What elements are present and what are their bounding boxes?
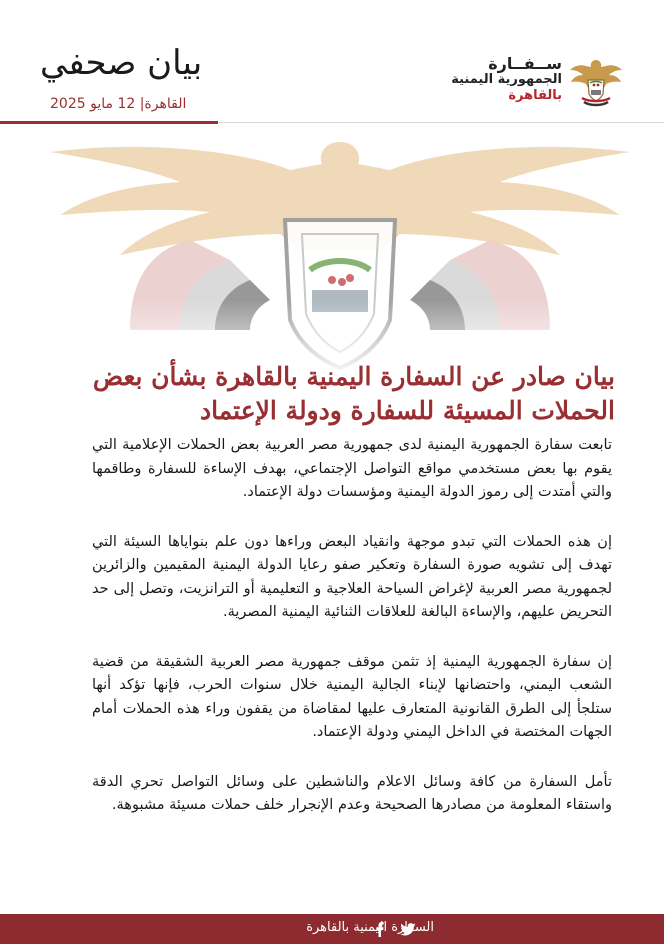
paragraph: تابعت سفارة الجمهورية اليمنية لدى جمهورية مصر العربية بعض الحملات الإعلامية التي يقوم بها بعض مستخدمي مواقع التواصل الإجتماعي، بهدف الإساءة للسفارة وطاقمها والتي أمتدت إلى رموز الدولة اليمنية ومؤسسات دولة الإعتماد.	[92, 437, 612, 500]
header-divider	[218, 122, 664, 123]
paragraph: إن سفارة الجمهورية اليمنية إذ تثمن موقف جمهورية مصر العربية الشقيقة من قضية الشعب اليمني، واحتضانها لإبناء الجالية اليمنية خلال سنوات الحرب، فإنها تؤكد أنها ستلجأ إلى الطرق القانونية المتعارف عليها لمقاضاة من يقفون وراء هذه الحملات أمام الجهات المختصة في الداخل اليمني ودولة الإعتماد.	[92, 653, 612, 740]
page-title: بيان صحفي	[40, 43, 203, 83]
logo-text	[432, 56, 562, 104]
footer-label: السفارة اليمنية بالقاهرة	[306, 920, 434, 935]
paragraph: تأمل السفارة من كافة وسائل الاعلام والناشطين على وسائل التواصل تحري الدقة واستقاء المعلومة من مصادرها الصحيحة وعدم الإنجرار خلف حملات مسيئة مشبوهة.	[92, 773, 612, 813]
statement-body	[92, 434, 612, 844]
logo-line-city: بالقاهرة	[508, 88, 562, 103]
logo-line-republic: الجمهورية اليمنية	[451, 72, 562, 87]
statement-headline: بيان صادر عن السفارة اليمنية بالقاهرة بشأن بعض الحملات المسيئة للسفارة ودولة الإعتماد	[92, 362, 615, 425]
date-line: القاهرة| 12 مايو 2025	[50, 96, 187, 112]
footer-bar	[0, 914, 664, 944]
eagle-emblem-icon	[568, 54, 624, 110]
paragraph: إن هذه الحملات التي تبدو موجهة وانقياد البعض وراءها دون علم بنواياها السيئة التي تهدف إلى تشويه صورة السفارة وتعكير صفو رعايا الدولة اليمنية المقيمين والزائرين لجمهورية مصر العربية لإغراض السياحة العلاجية و التعليمية أو الترانزيت، وتصل إلى حد التحريض عليهم، والإساءة البالغة للعلاقات الثنائية اليمنية المصرية.	[92, 533, 612, 620]
embassy-logo	[434, 54, 624, 110]
header-divider-accent	[0, 121, 218, 124]
eagle-watermark-icon	[40, 130, 640, 380]
logo-line-embassy: ســفــارة	[488, 54, 562, 73]
